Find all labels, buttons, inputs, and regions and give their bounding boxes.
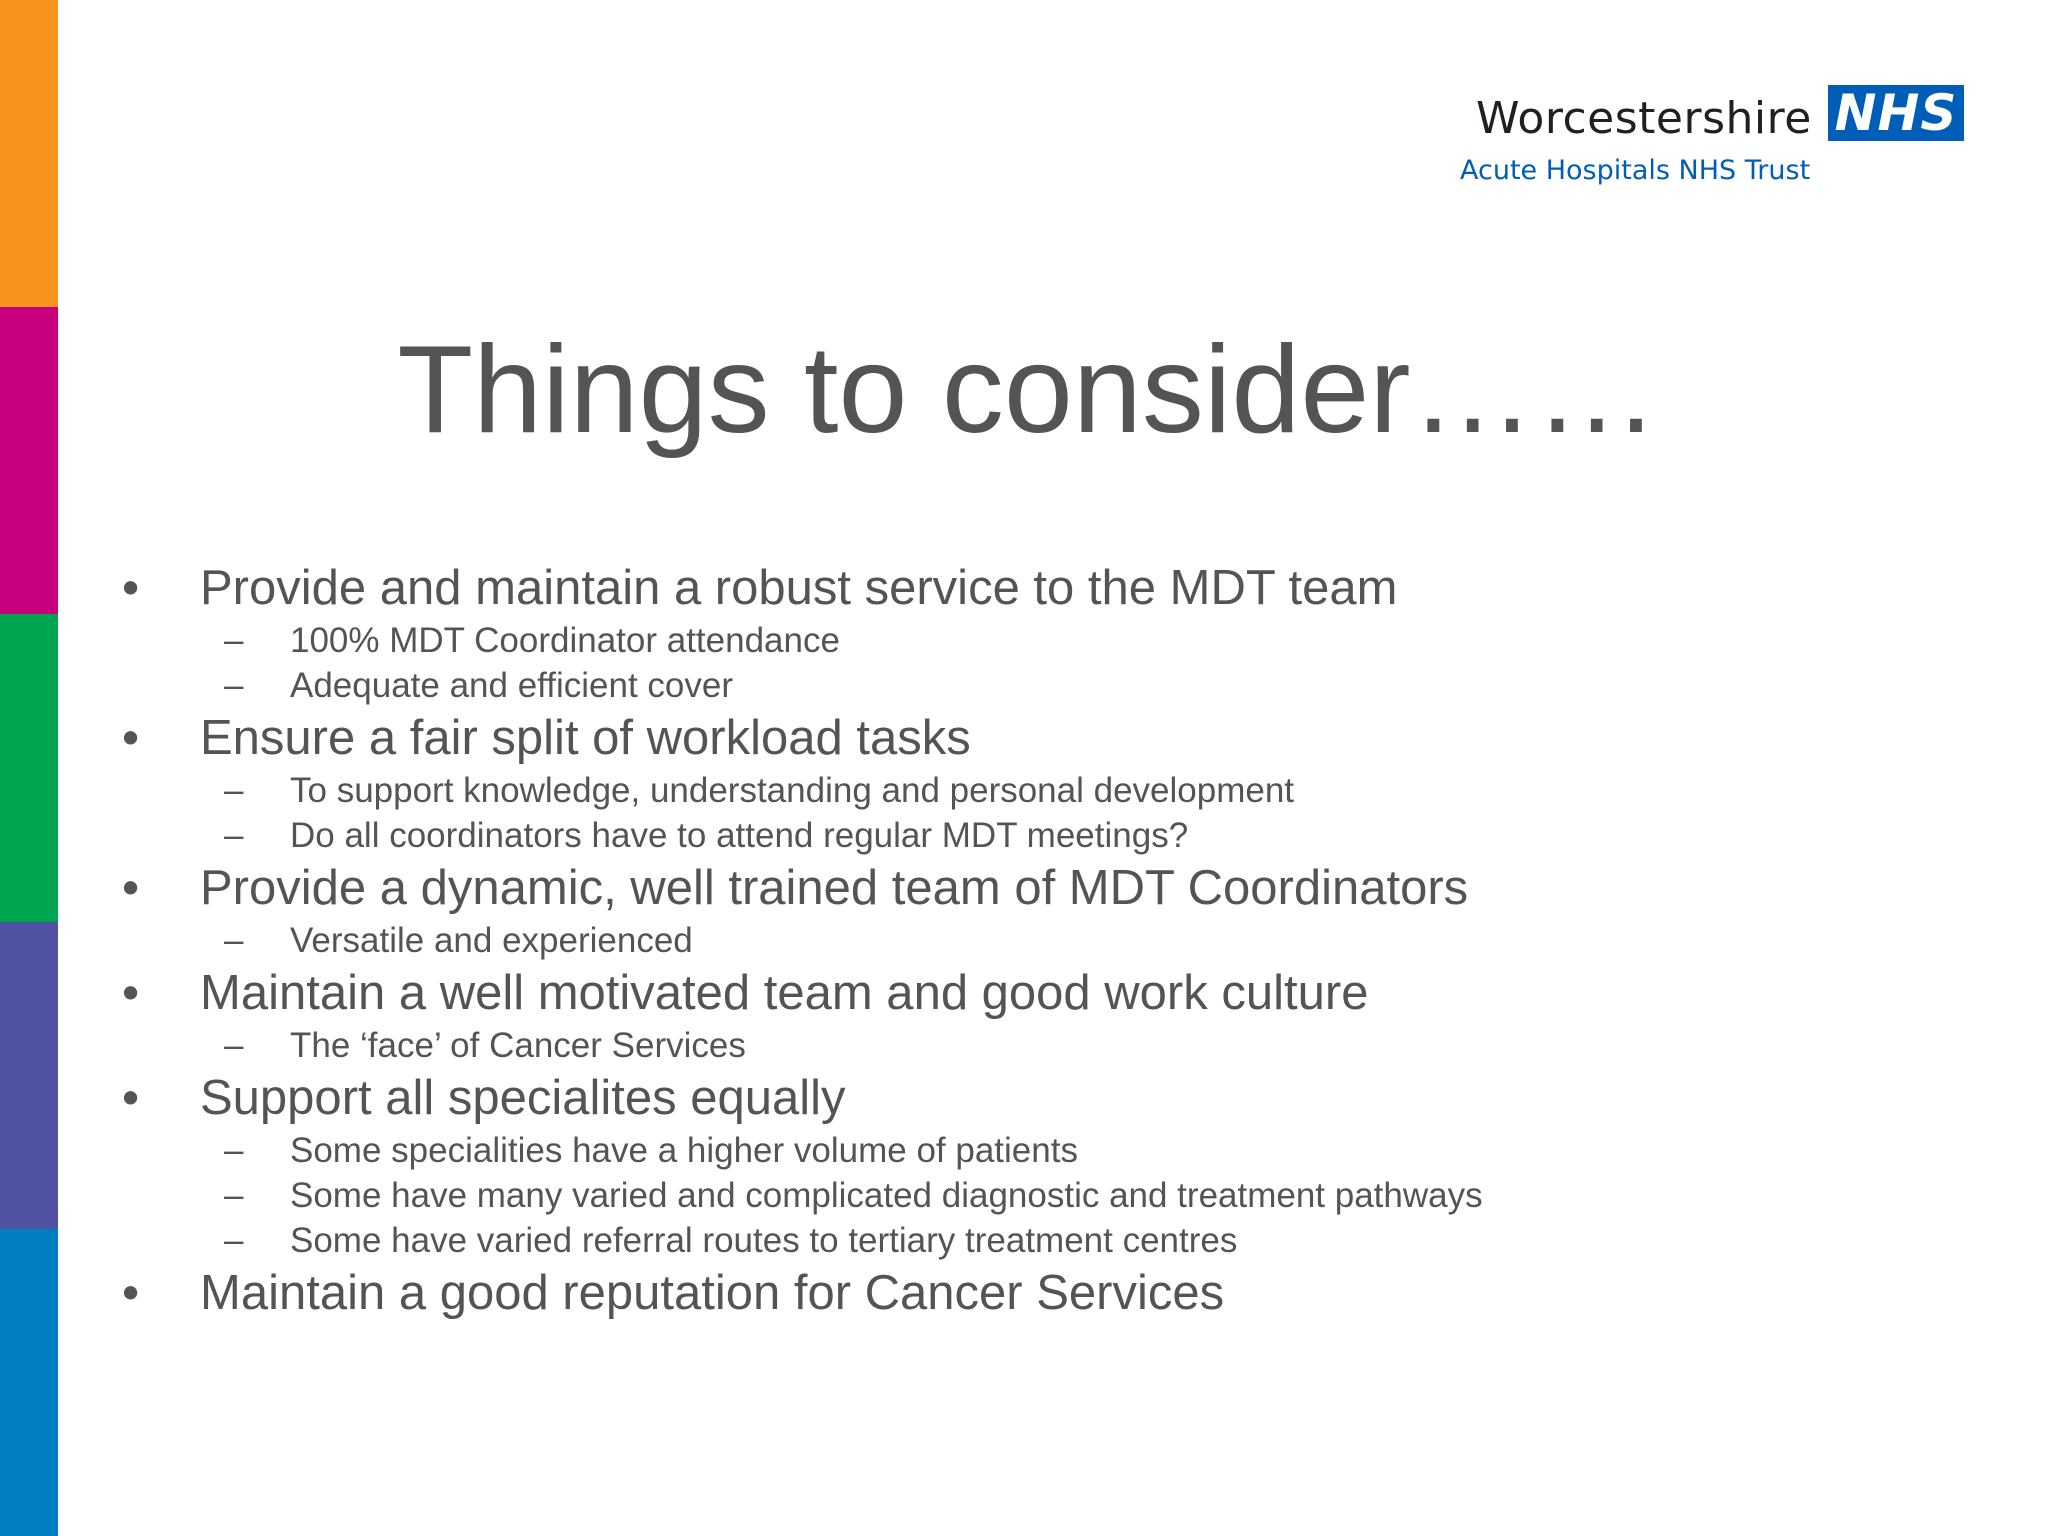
sub-bullet-text: Some have many varied and complicated diagnostic and treatment pathways <box>290 1176 1483 1215</box>
sub-bullet-item <box>0 618 2048 663</box>
bullet-text: Support all specialites equally <box>200 1071 846 1125</box>
bullet-text: Provide and maintain a robust service to the MDT team <box>200 561 1398 615</box>
sub-bullet-text: The ‘face’ of Cancer Services <box>290 1026 746 1065</box>
sub-bullet-item <box>0 918 2048 963</box>
sub-bullet-marker: – <box>224 621 244 660</box>
sub-bullet-item <box>0 1173 2048 1218</box>
sub-bullet-item <box>0 813 2048 858</box>
sub-bullet-marker: – <box>224 921 244 960</box>
sub-bullet-marker: – <box>224 816 244 855</box>
logo-trust-subtitle: Acute Hospitals NHS Trust <box>1460 155 1811 186</box>
sub-bullet-text: Do all coordinators have to attend regular MDT meetings? <box>290 816 1189 855</box>
bullet-item <box>0 1263 2048 1323</box>
bullet-marker: • <box>122 861 140 915</box>
slide-title: Things to consider…… <box>397 321 1659 459</box>
bullet-item <box>0 708 2048 768</box>
sub-bullet-text: To support knowledge, understanding and personal development <box>290 771 1295 810</box>
sub-bullet-item <box>0 1128 2048 1173</box>
sub-bullet-text: Some specialities have a higher volume of patients <box>290 1131 1078 1170</box>
bullet-text: Ensure a fair split of workload tasks <box>200 711 971 765</box>
sub-bullet-text: Versatile and experienced <box>290 921 693 960</box>
bullet-list <box>0 558 2048 1323</box>
bullet-marker: • <box>122 966 140 1020</box>
sub-bullet-marker: – <box>224 666 244 705</box>
bullet-marker: • <box>122 1266 140 1320</box>
logo-trust-name: Worcestershire <box>1476 93 1812 144</box>
sub-bullet-item <box>0 768 2048 813</box>
bullet-item <box>0 858 2048 918</box>
bullet-text: Provide a dynamic, well trained team of MDT Coordinators <box>200 861 1469 915</box>
bullet-text: Maintain a well motivated team and good work culture <box>200 966 1369 1020</box>
sub-bullet-text: Adequate and efficient cover <box>290 666 734 705</box>
bullet-item <box>0 963 2048 1023</box>
sub-bullet-marker: – <box>224 1131 244 1170</box>
bullet-marker: • <box>122 711 140 765</box>
sub-bullet-marker: – <box>224 1026 244 1065</box>
sub-bullet-marker: – <box>224 771 244 810</box>
sub-bullet-marker: – <box>224 1176 244 1215</box>
bullet-text: Maintain a good reputation for Cancer Services <box>200 1266 1225 1320</box>
bullet-item <box>0 558 2048 618</box>
sub-bullet-text: 100% MDT Coordinator attendance <box>290 621 840 660</box>
bullet-marker: • <box>122 1071 140 1125</box>
bullet-marker: • <box>122 561 140 615</box>
sub-bullet-item <box>0 1218 2048 1263</box>
sub-bullet-text: Some have varied referral routes to tertiary treatment centres <box>290 1221 1238 1260</box>
sub-bullet-item <box>0 1023 2048 1068</box>
nhs-trust-logo <box>1460 83 1980 193</box>
bullet-item <box>0 1068 2048 1128</box>
stripe-orange <box>0 0 58 307</box>
nhs-badge: NHS <box>1828 85 1964 141</box>
sub-bullet-marker: – <box>224 1221 244 1260</box>
sub-bullet-item <box>0 663 2048 708</box>
